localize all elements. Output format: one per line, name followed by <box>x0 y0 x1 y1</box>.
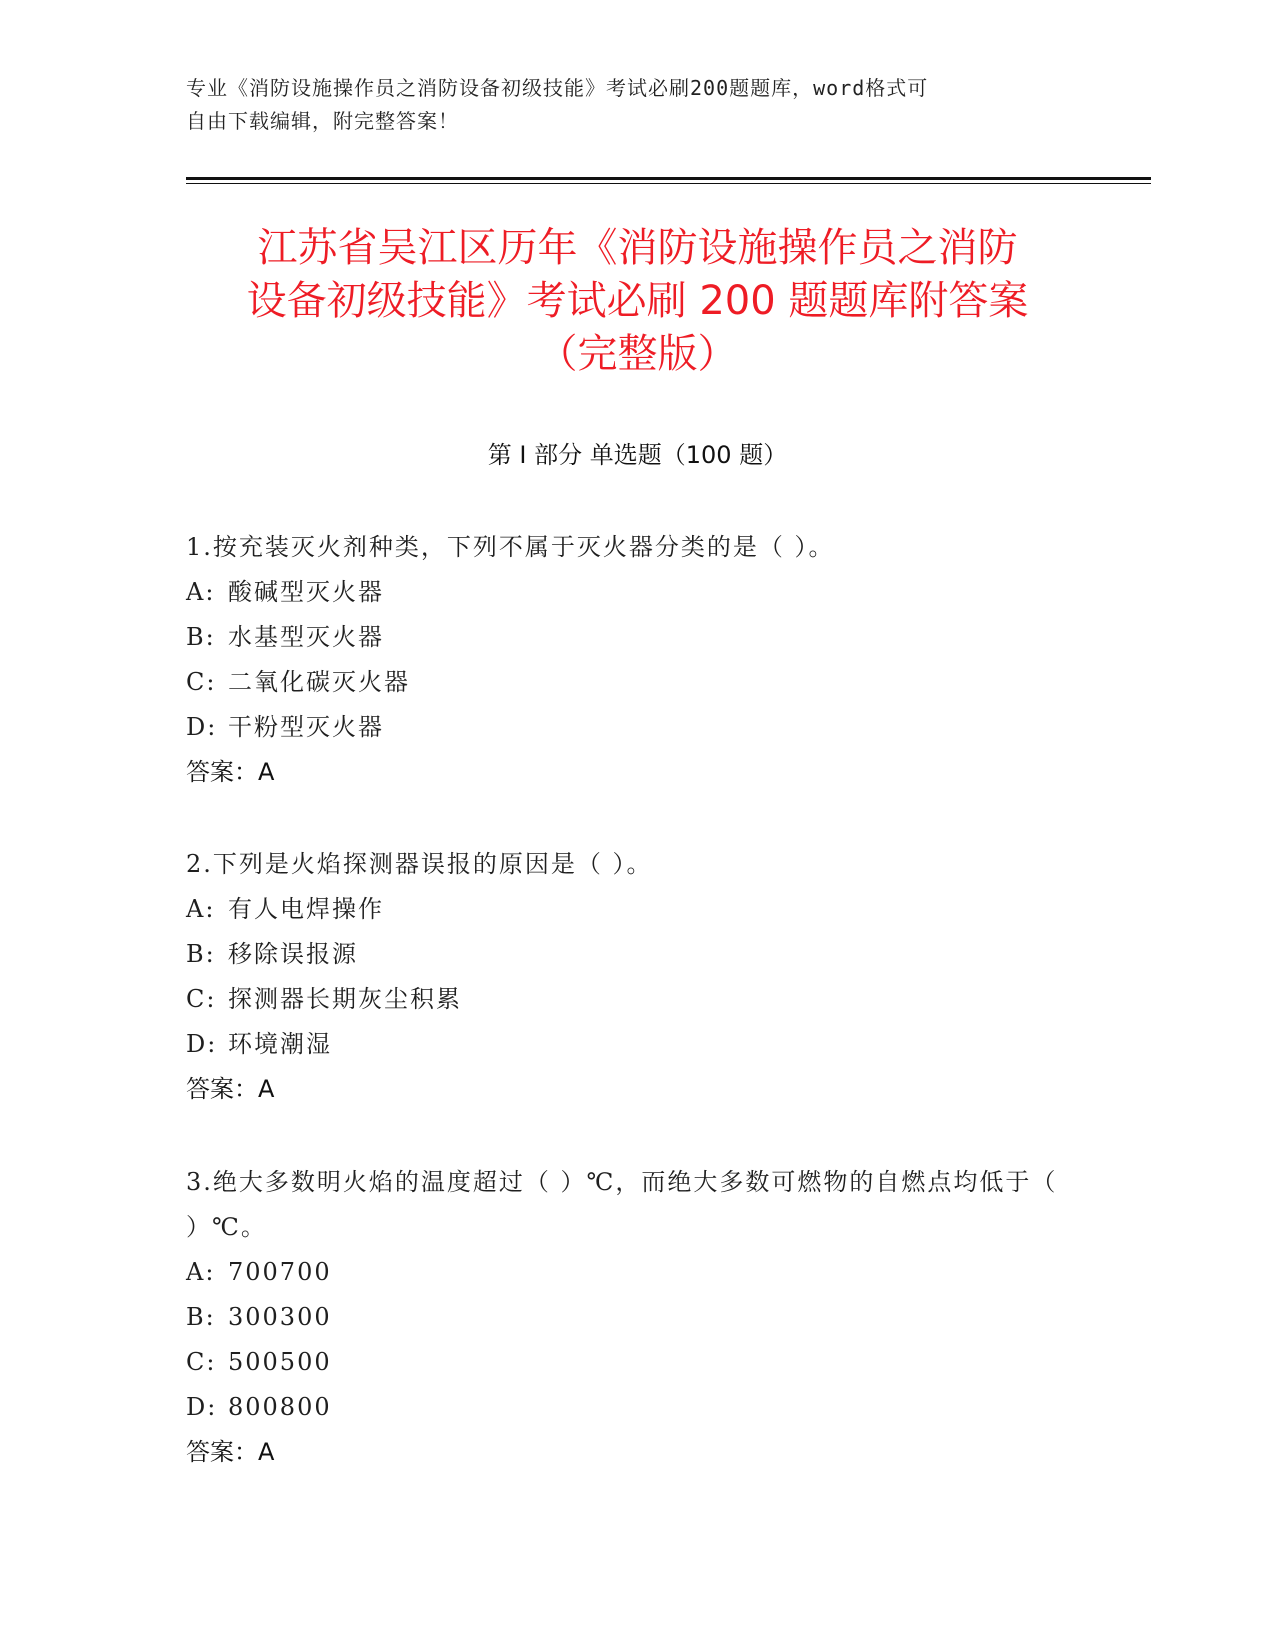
option-letter: C: <box>186 985 217 1013</box>
question-stem: 3.绝大多数明火焰的温度超过（ ）℃，而绝大多数可燃物的自燃点均低于（ ）℃。 <box>186 1168 1058 1241</box>
option-b <box>186 1295 1066 1340</box>
answer-line: 答案：A <box>186 1438 275 1466</box>
option-text: 800800 <box>228 1393 332 1421</box>
option-letter: D: <box>186 713 218 741</box>
question-stem: 1.按充装灭火剂种类，下列不属于灭火器分类的是（ ）。 <box>186 533 835 561</box>
header-note-line-2: 自由下载编辑，附完整答案！ <box>186 109 459 133</box>
option-b <box>186 615 1066 660</box>
option-text: 300300 <box>228 1303 332 1331</box>
option-letter: B: <box>186 940 216 968</box>
option-text: 探测器长期灰尘积累 <box>228 985 462 1013</box>
document-title-line-2: 设备初级技能》考试必刷 200 题题库附答案 <box>246 278 1029 324</box>
option-letter: B: <box>186 1303 216 1331</box>
document-title-line-1: 江苏省吴江区历年《消防设施操作员之消防 <box>257 225 1018 271</box>
option-text: 500500 <box>228 1348 332 1376</box>
option-d <box>186 705 1066 750</box>
option-letter: C: <box>186 1348 217 1376</box>
option-letter: A: <box>186 895 216 923</box>
option-a <box>186 570 1066 615</box>
option-b <box>186 932 1066 977</box>
option-a <box>186 1250 1066 1295</box>
answer-line: 答案：A <box>186 758 275 786</box>
header-divider-thin <box>186 183 1151 184</box>
header-divider-thick <box>186 177 1151 180</box>
answer-line: 答案：A <box>186 1075 275 1103</box>
option-letter: D: <box>186 1393 218 1421</box>
option-d <box>186 1385 1066 1430</box>
option-d <box>186 1022 1066 1067</box>
header-note-line-1: 专业《消防设施操作员之消防设备初级技能》考试必刷200题题库，word格式可 <box>186 76 929 100</box>
option-text: 二氧化碳灭火器 <box>228 668 410 696</box>
option-letter: C: <box>186 668 217 696</box>
option-a <box>186 887 1066 932</box>
option-c <box>186 977 1066 1022</box>
question-1 <box>186 525 1066 795</box>
option-text: 环境潮湿 <box>228 1030 332 1058</box>
option-letter: D: <box>186 1030 218 1058</box>
option-letter: A: <box>186 578 216 606</box>
option-text: 干粉型灭火器 <box>228 713 384 741</box>
option-c <box>186 1340 1066 1385</box>
question-2 <box>186 842 1066 1112</box>
question-3 <box>186 1160 1066 1475</box>
header-note <box>186 72 1086 138</box>
option-text: 有人电焊操作 <box>228 895 384 923</box>
option-c <box>186 660 1066 705</box>
option-text: 700700 <box>228 1258 332 1286</box>
section-heading: 第 I 部分 单选题（100 题） <box>487 441 788 469</box>
option-letter: B: <box>186 623 216 651</box>
question-stem: 2.下列是火焰探测器误报的原因是（ ）。 <box>186 850 653 878</box>
option-text: 水基型灭火器 <box>228 623 384 651</box>
option-text: 酸碱型灭火器 <box>228 578 384 606</box>
option-text: 移除误报源 <box>228 940 358 968</box>
option-letter: A: <box>186 1258 216 1286</box>
document-title-line-3: （完整版） <box>537 331 738 377</box>
document-title <box>150 222 1125 381</box>
